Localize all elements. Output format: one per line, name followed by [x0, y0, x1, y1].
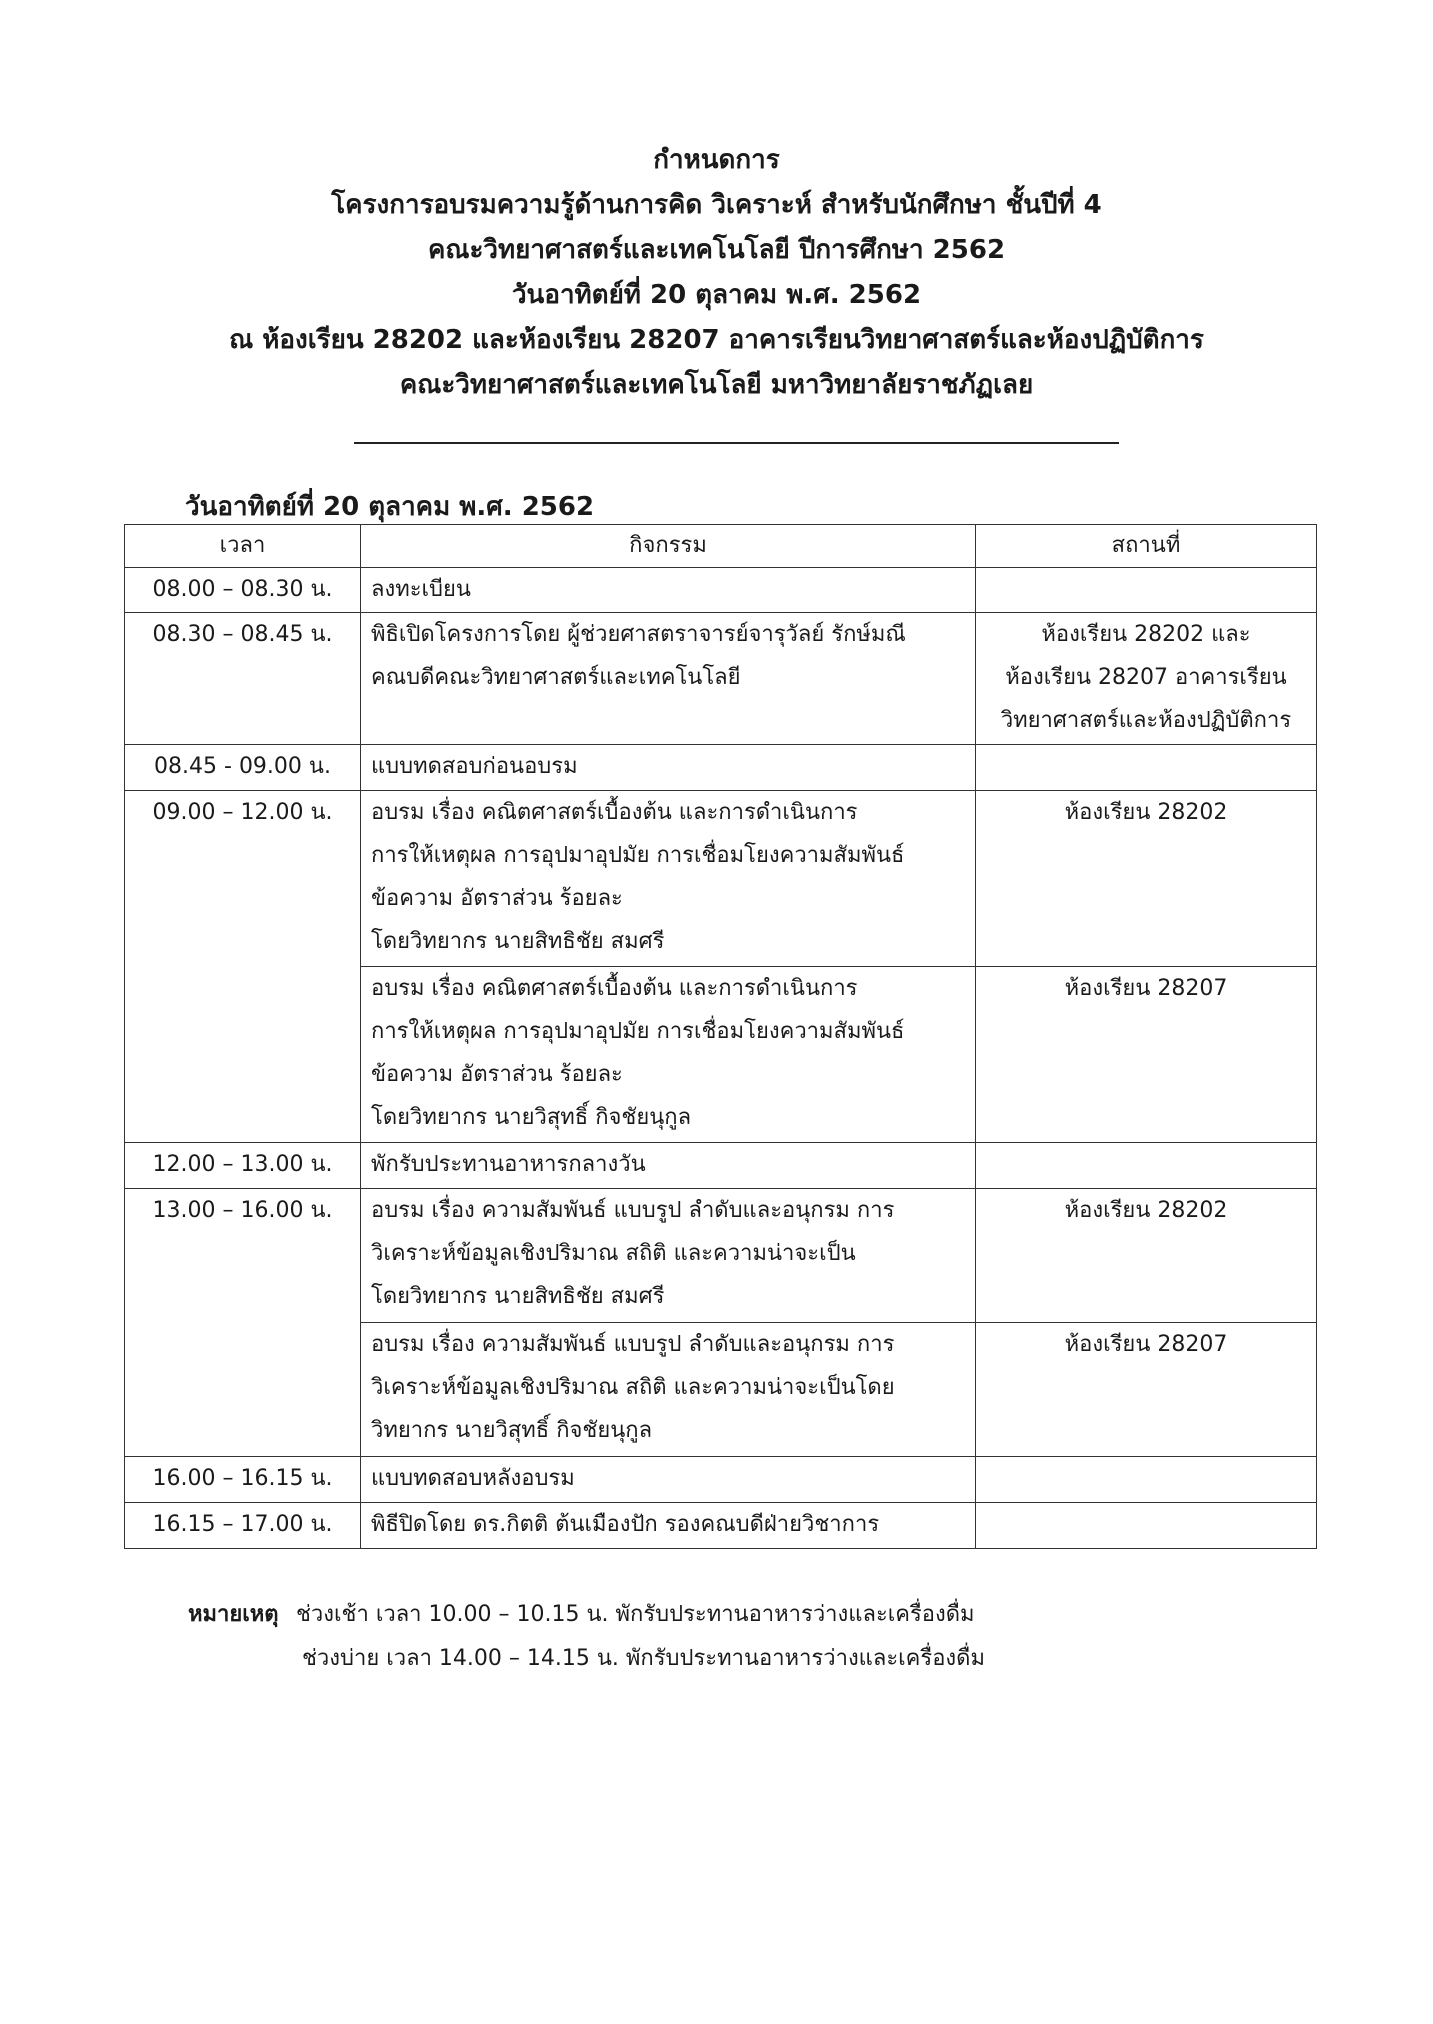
activity-line: ลงทะเบียน — [371, 577, 471, 602]
document-header — [120, 138, 1313, 408]
place-cell — [976, 1503, 1317, 1549]
time-text: 09.00 – 12.00 น. — [152, 800, 333, 825]
activity-line: การให้เหตุผล การอุปมาอุปมัย การเชื่อมโยงความสัมพันธ์ — [371, 843, 905, 868]
place-line: ห้องเรียน 28202 — [1064, 800, 1228, 825]
activity-cell — [361, 613, 976, 745]
table-row — [125, 745, 1317, 791]
table-row — [125, 568, 1317, 613]
table-row — [125, 613, 1317, 745]
activity-cell — [361, 967, 976, 1143]
time-text: 08.30 – 08.45 น. — [152, 622, 333, 647]
activity-line: วิเคราะห์ข้อมูลเชิงปริมาณ สถิติ และความน่าจะเป็น — [371, 1241, 856, 1266]
time-text: 16.15 – 17.00 น. — [152, 1512, 333, 1537]
place-cell — [976, 1189, 1317, 1323]
activity-line: โดยวิทยากร นายสิทธิชัย สมศรี — [371, 1284, 665, 1309]
activity-cell — [361, 791, 976, 967]
time-cell — [125, 1189, 361, 1457]
place-cell — [976, 791, 1317, 967]
activity-line: พิธิเปิดโครงการโดย ผู้ช่วยศาสตราจารย์จารุวัลย์ รักษ์มณี — [371, 622, 906, 647]
header-line: กำหนดการ — [653, 145, 780, 175]
header-divider — [354, 442, 1119, 444]
column-header-time: เวลา — [125, 525, 361, 568]
place-cell — [976, 1323, 1317, 1457]
table-row — [125, 1143, 1317, 1189]
activity-line: โดยวิทยากร นายวิสุทธิ์ กิจชัยนุกูล — [371, 1105, 692, 1130]
place-cell — [976, 745, 1317, 791]
activity-line: อบรม เรื่อง คณิตศาสตร์เบื้องต้น และการดำเนินการ — [371, 800, 858, 825]
header-line: วันอาทิตย์ที่ 20 ตุลาคม พ.ศ. 2562 — [511, 280, 922, 310]
table-date: วันอาทิตย์ที่ 20 ตุลาคม พ.ศ. 2562 — [185, 492, 595, 522]
table-header-row — [125, 525, 1317, 568]
place-line: ห้องเรียน 28207 — [1064, 1332, 1228, 1357]
notes — [188, 1593, 985, 1681]
header-line: คณะวิทยาศาสตร์และเทคโนโลยี ปีการศึกษา 2562 — [427, 235, 1006, 265]
header-line: โครงการอบรมความรู้ด้านการคิด วิเคราะห์ สำหรับนักศึกษา ชั้นปีที่ 4 — [331, 190, 1102, 220]
table-row — [125, 1189, 1317, 1323]
activity-cell — [361, 1143, 976, 1189]
time-text: 13.00 – 16.00 น. — [152, 1198, 333, 1223]
place-cell — [976, 568, 1317, 613]
time-cell — [125, 791, 361, 1143]
place-cell — [976, 613, 1317, 745]
table-row — [125, 1503, 1317, 1549]
place-line: ห้องเรียน 28207 อาคารเรียน — [1005, 665, 1287, 690]
activity-line: แบบทดสอบก่อนอบรม — [371, 754, 578, 779]
activity-line: โดยวิทยากร นายสิทธิชัย สมศรี — [371, 929, 665, 954]
place-line: ห้องเรียน 28202 — [1064, 1198, 1228, 1223]
time-text: 12.00 – 13.00 น. — [152, 1152, 333, 1177]
activity-line: คณบดีคณะวิทยาศาสตร์และเทคโนโลยี — [371, 665, 741, 690]
activity-line: อบรม เรื่อง ความสัมพันธ์ แบบรูป ลำดับและอนุกรม การ — [371, 1198, 895, 1223]
time-cell — [125, 1143, 361, 1189]
notes-line: ช่วงเช้า เวลา 10.00 – 10.15 น. พักรับประทานอาหารว่างและเครื่องดื่ม — [296, 1602, 975, 1627]
place-line: ห้องเรียน 28202 และ — [1041, 622, 1251, 647]
time-cell — [125, 745, 361, 791]
activity-cell — [361, 1323, 976, 1457]
table-row — [125, 791, 1317, 967]
activity-cell — [361, 745, 976, 791]
notes-label: หมายเหตุ — [188, 1602, 279, 1627]
time-cell — [125, 1457, 361, 1503]
table-row — [125, 1457, 1317, 1503]
place-line: ห้องเรียน 28207 — [1064, 976, 1228, 1001]
activity-line: แบบทดสอบหลังอบรม — [371, 1466, 575, 1491]
time-text: 16.00 – 16.15 น. — [152, 1466, 333, 1491]
activity-line: วิเคราะห์ข้อมูลเชิงปริมาณ สถิติ และความน่าจะเป็นโดย — [371, 1375, 895, 1400]
activity-cell — [361, 1189, 976, 1323]
place-cell — [976, 967, 1317, 1143]
activity-cell — [361, 1503, 976, 1549]
time-cell — [125, 568, 361, 613]
activity-line: วิทยากร นายวิสุทธิ์ กิจชัยนุกูล — [371, 1418, 653, 1443]
activity-cell — [361, 568, 976, 613]
notes-line: ช่วงบ่าย เวลา 14.00 – 14.15 น. พักรับประทานอาหารว่างและเครื่องดื่ม — [302, 1646, 985, 1671]
time-cell — [125, 613, 361, 745]
time-cell — [125, 1503, 361, 1549]
activity-line: พักรับประทานอาหารกลางวัน — [371, 1152, 646, 1177]
place-line: วิทยาศาสตร์และห้องปฏิบัติการ — [1000, 708, 1292, 733]
activity-line: อบรม เรื่อง ความสัมพันธ์ แบบรูป ลำดับและอนุกรม การ — [371, 1332, 895, 1357]
header-line: ณ ห้องเรียน 28202 และห้องเรียน 28207 อาคารเรียนวิทยาศาสตร์และห้องปฏิบัติการ — [229, 325, 1204, 355]
place-cell — [976, 1457, 1317, 1503]
schedule-table — [124, 524, 1317, 1549]
place-cell — [976, 1143, 1317, 1189]
time-text: 08.00 – 08.30 น. — [152, 577, 333, 602]
activity-line: พิธีปิดโดย ดร.กิตติ ต้นเมืองปัก รองคณบดีฝ่ายวิชาการ — [371, 1512, 880, 1537]
activity-line: อบรม เรื่อง คณิตศาสตร์เบื้องต้น และการดำเนินการ — [371, 976, 858, 1001]
time-text: 08.45 - 09.00 น. — [154, 754, 331, 779]
activity-cell — [361, 1457, 976, 1503]
column-header-activity: กิจกรรม — [361, 525, 976, 568]
activity-line: การให้เหตุผล การอุปมาอุปมัย การเชื่อมโยงความสัมพันธ์ — [371, 1019, 905, 1044]
activity-line: ข้อความ อัตราส่วน ร้อยละ — [371, 886, 623, 911]
column-header-place: สถานที่ — [976, 525, 1317, 568]
activity-line: ข้อความ อัตราส่วน ร้อยละ — [371, 1062, 623, 1087]
header-line: คณะวิทยาศาสตร์และเทคโนโลยี มหาวิทยาลัยราชภัฏเลย — [399, 370, 1034, 400]
